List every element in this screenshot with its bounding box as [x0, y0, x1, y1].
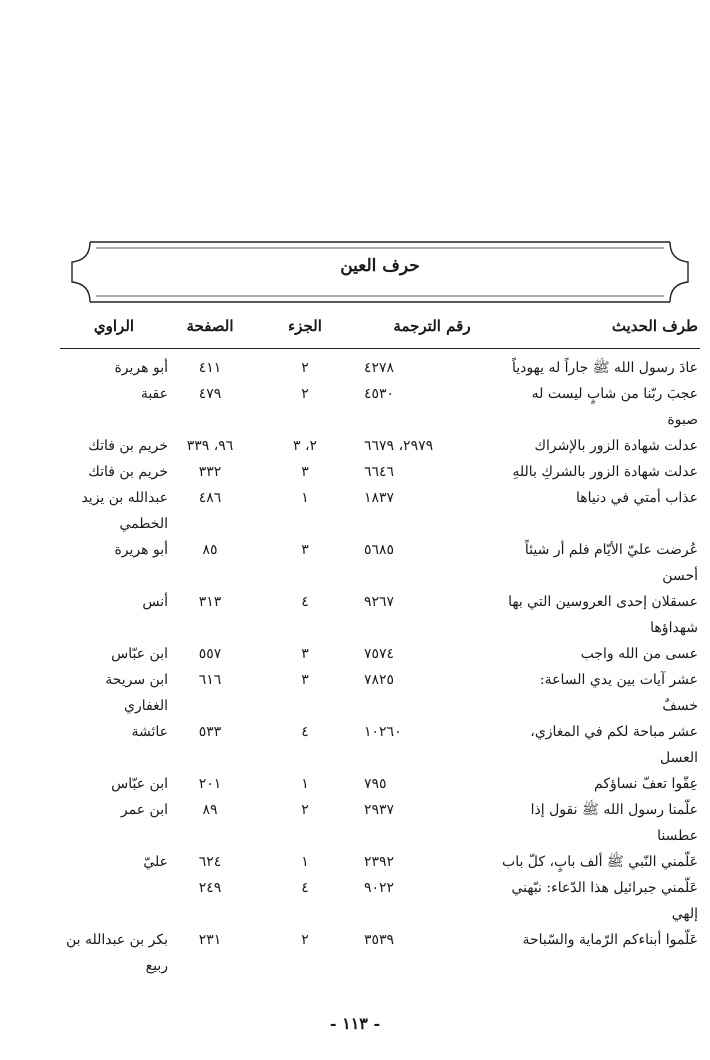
cell-tarjama: ٩٢٦٧ [364, 594, 395, 610]
cell-rawi: ابن عبّاس [111, 776, 168, 792]
cell-hadith: عسقلان إحدى العروسين التي بها شهداؤها [508, 594, 698, 636]
cell-safha: ٤٨٦ [198, 490, 222, 506]
cell-rawi: بكر بن عبدالله بن ربيع [65, 932, 168, 974]
table-row [60, 849, 700, 875]
cell-juz: ٣ [301, 464, 309, 480]
table-row [60, 459, 700, 485]
table-row [60, 433, 700, 459]
cell-juz: ٢ [301, 386, 309, 402]
cell-juz: ١ [301, 776, 309, 792]
cell-tarjama: ٣٥٣٩ [364, 932, 395, 948]
table-row [60, 589, 700, 641]
section-banner [60, 230, 700, 310]
cell-hadith: عَلّموا أبناءكم الرّماية والسّباحة [522, 932, 698, 948]
cell-rawi: خريم بن فاتك [88, 464, 168, 480]
table-row [60, 771, 700, 797]
cell-juz: ٢ [301, 360, 309, 376]
cell-safha: ٤٧٩ [198, 386, 222, 402]
cell-hadith: علّمنا رسول الله ﷺ نقول إذا عطسنا [530, 802, 698, 844]
cell-hadith: عدلت شهادة الزور بالشركِ باللهِ [512, 464, 698, 480]
cell-tarjama: ٧٨٢٥ [364, 672, 395, 688]
cell-tarjama: ١٨٣٧ [364, 490, 395, 506]
cell-tarjama: ٧٥٧٤ [364, 646, 395, 662]
table-row [60, 719, 700, 771]
cell-tarjama: ٢٩٣٧ [364, 802, 395, 818]
cell-safha: ٦١٦ [198, 672, 222, 688]
cell-tarjama: ٢٩٧٩، ٦٦٧٩ [364, 438, 434, 454]
cell-rawi: أبو هريرة [114, 360, 168, 376]
table-row [60, 485, 700, 537]
cell-rawi: عقبة [140, 386, 168, 402]
cell-rawi: أبو هريرة [114, 542, 168, 558]
cell-safha: ٨٥ [202, 542, 218, 558]
cell-safha: ٣١٣ [198, 594, 222, 610]
cell-rawi: ابن عمر [120, 802, 168, 818]
hadith-index-table [60, 312, 700, 979]
cell-juz: ٣ [301, 672, 309, 688]
table-body [60, 355, 700, 979]
cell-hadith: عجبَ ربّنا من شابٍ ليست له صبوة [531, 386, 698, 428]
cell-hadith: عُرضت عليّ الأيّام فلم أر شيئاً أحسن [524, 542, 698, 584]
cell-hadith: عشر آيات بين يدي الساعة: خسفٌ [539, 672, 698, 714]
cell-rawi: خريم بن فاتك [88, 438, 168, 454]
cell-safha: ٤١١ [198, 360, 222, 376]
cell-hadith: عسى من الله واجب [580, 646, 698, 662]
cell-tarjama: ٥٦٨٥ [364, 542, 395, 558]
cell-safha: ٢٠١ [198, 776, 222, 792]
cell-rawi: عائشة [131, 724, 168, 740]
cell-hadith: عَلّمني جبرائيل هذا الدّعاء: نبّهني إلهي [511, 880, 698, 922]
cell-safha: ٢٤٩ [198, 880, 222, 896]
cell-hadith: عِفّوا تعفّ نساؤكم [594, 776, 698, 792]
cell-tarjama: ١٠٢٦٠ [364, 724, 402, 740]
table-row [60, 875, 700, 927]
cell-juz: ٣ [301, 542, 309, 558]
cell-juz: ٣ [301, 646, 309, 662]
cell-juz: ١ [301, 854, 309, 870]
cell-safha: ٣٣٢ [198, 464, 222, 480]
cell-hadith: عشر مباحة لكم في المغازي، العسل [530, 724, 698, 766]
cell-juz: ٤ [301, 594, 309, 610]
header-hadith: طرف الحديث [611, 317, 698, 335]
cell-tarjama: ٢٣٩٢ [364, 854, 395, 870]
cell-hadith: عادَ رسول الله ﷺ جاراً له يهودياً [512, 360, 698, 376]
page-number: - ١١٣ - [329, 1014, 381, 1033]
table-row [60, 641, 700, 667]
cell-safha: ٢٣١ [198, 932, 222, 948]
cell-safha: ٥٥٧ [198, 646, 222, 662]
section-title: حرف العين [340, 256, 420, 276]
cell-rawi: أنس [142, 594, 168, 610]
cell-rawi: ابن سريحة الغفاري [105, 672, 168, 714]
cell-tarjama: ٦٦٤٦ [364, 464, 395, 480]
cell-hadith: عدلت شهادة الزور بالإشراك [534, 438, 698, 454]
cell-safha: ٨٩ [202, 802, 218, 818]
header-rawi: الراوي [93, 317, 135, 335]
cell-safha: ٦٢٤ [198, 854, 222, 870]
cell-safha: ٥٣٣ [198, 724, 222, 740]
table-row [60, 927, 700, 979]
table-row [60, 537, 700, 589]
table-row [60, 667, 700, 719]
cell-tarjama: ٩٠٢٢ [364, 880, 395, 896]
cell-tarjama: ٧٩٥ [364, 776, 387, 792]
cell-rawi: عبدالله بن يزيد الخطمي [81, 490, 168, 532]
table-row [60, 355, 700, 381]
cell-juz: ٢ [301, 932, 309, 948]
cell-rawi: عليّ [143, 854, 168, 870]
cell-juz: ٢ [301, 802, 309, 818]
cell-tarjama: ٤٥٣٠ [364, 386, 395, 402]
cell-juz: ٢، ٣ [292, 438, 318, 454]
header-tarjama: رقم الترجمة [393, 317, 471, 335]
header-juz: الجزء [288, 317, 322, 335]
cell-juz: ١ [301, 490, 309, 506]
header-safha: الصفحة [186, 317, 234, 335]
table-row [60, 797, 700, 849]
cell-tarjama: ٤٢٧٨ [364, 360, 395, 376]
cell-hadith: عذاب أمتي في دنياها [575, 490, 698, 506]
table-row [60, 381, 700, 433]
table-header [60, 312, 700, 340]
cell-rawi [60, 875, 170, 927]
cell-juz: ٤ [301, 724, 309, 740]
cell-hadith: عَلّمني النّبي ﷺ ألف بابٍ، كلّ باب [502, 854, 698, 870]
header-divider [60, 348, 700, 349]
cell-safha: ٩٦، ٣٣٩ [186, 438, 234, 454]
cell-rawi: ابن عبّاس [111, 646, 168, 662]
cell-juz: ٤ [301, 880, 309, 896]
